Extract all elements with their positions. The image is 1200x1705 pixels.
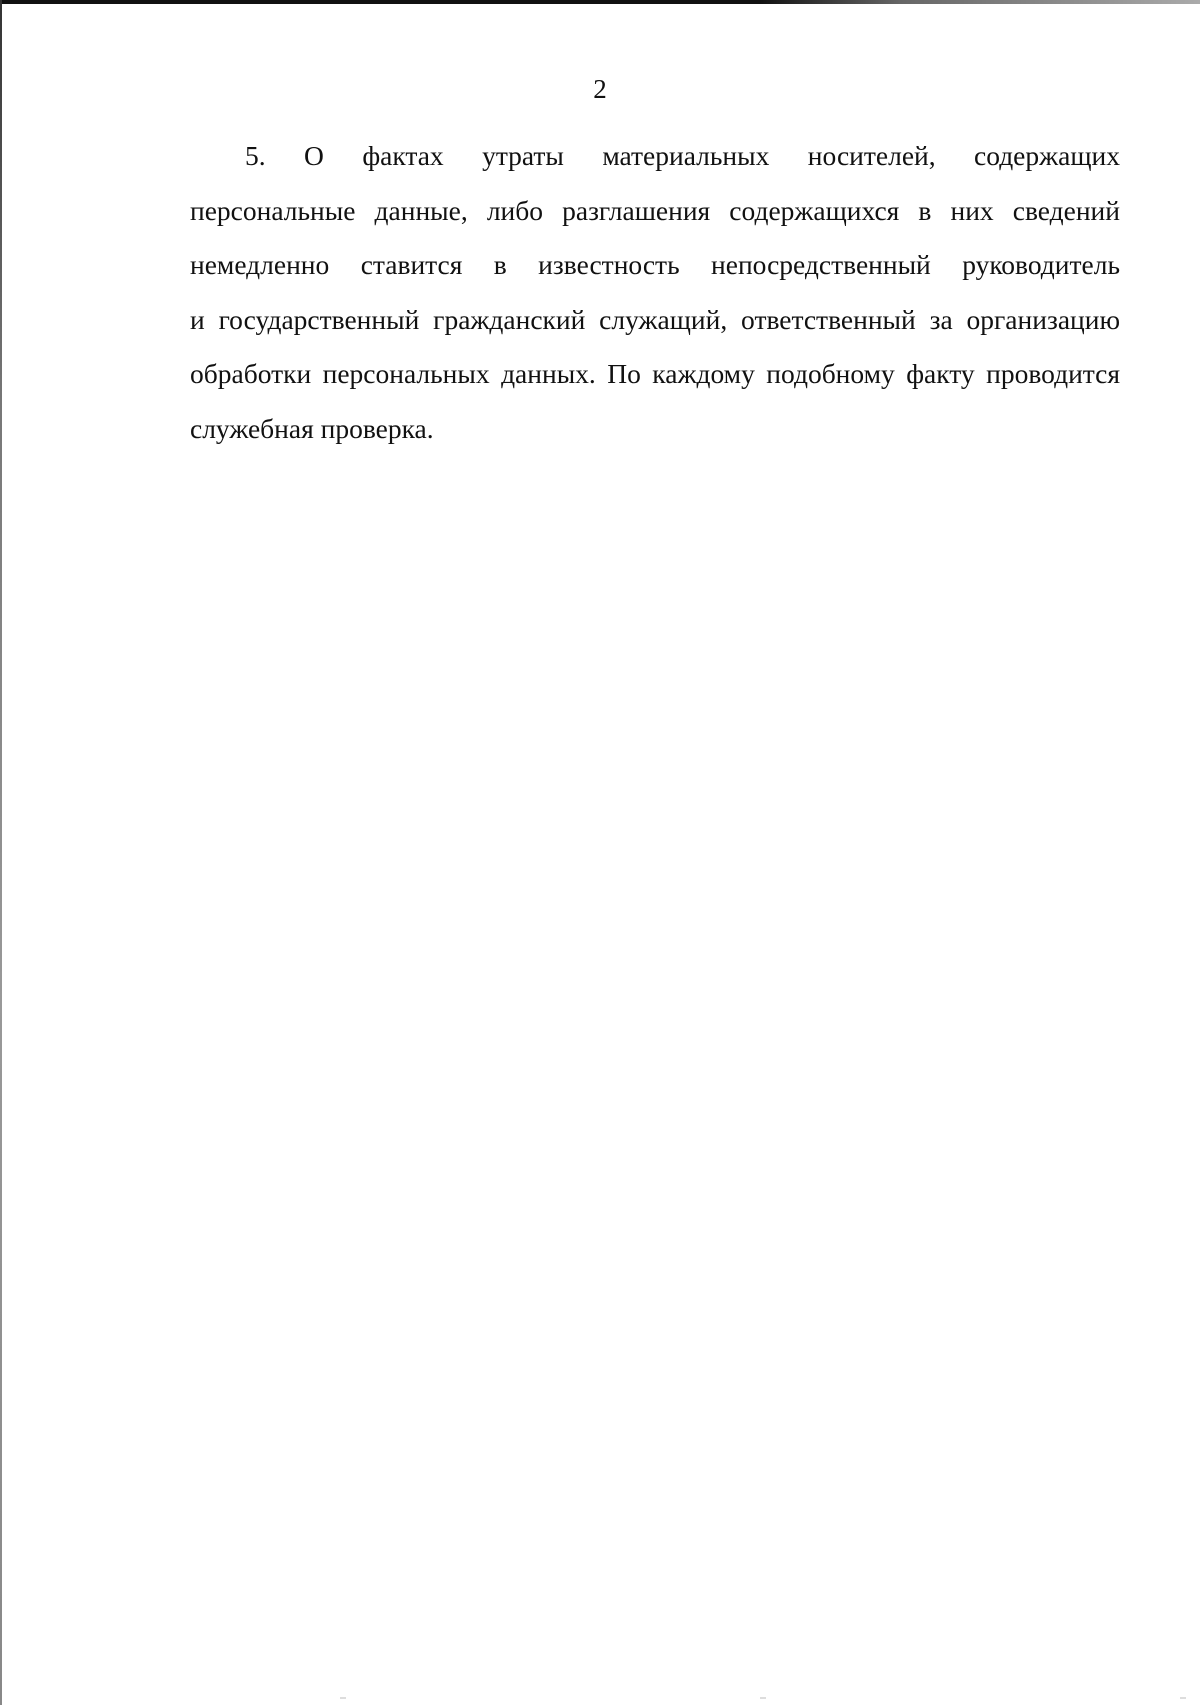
scan-left-edge: [0, 0, 2, 1705]
paragraph-line: 5. О фактах утраты материальных носителей, содержащих: [245, 140, 1120, 171]
scan-top-edge: [0, 0, 1200, 4]
page-number: 2: [593, 74, 607, 104]
scan-bottom-marks: [0, 1697, 1200, 1699]
paragraph-line: и государственный гражданский служащий, ответственный за организацию: [190, 303, 1120, 335]
paragraph-line: немедленно ставится в известность непосредственный руководитель: [190, 249, 1120, 280]
paragraph-item-5: [190, 129, 1120, 456]
paragraph-line: персональные данные, либо разглашения содержащихся в них сведений: [190, 194, 1120, 226]
paragraph-line: обработки персональных данных. По каждому подобному факту проводится: [190, 358, 1120, 389]
paragraph-line: служебная проверка.: [190, 412, 434, 444]
